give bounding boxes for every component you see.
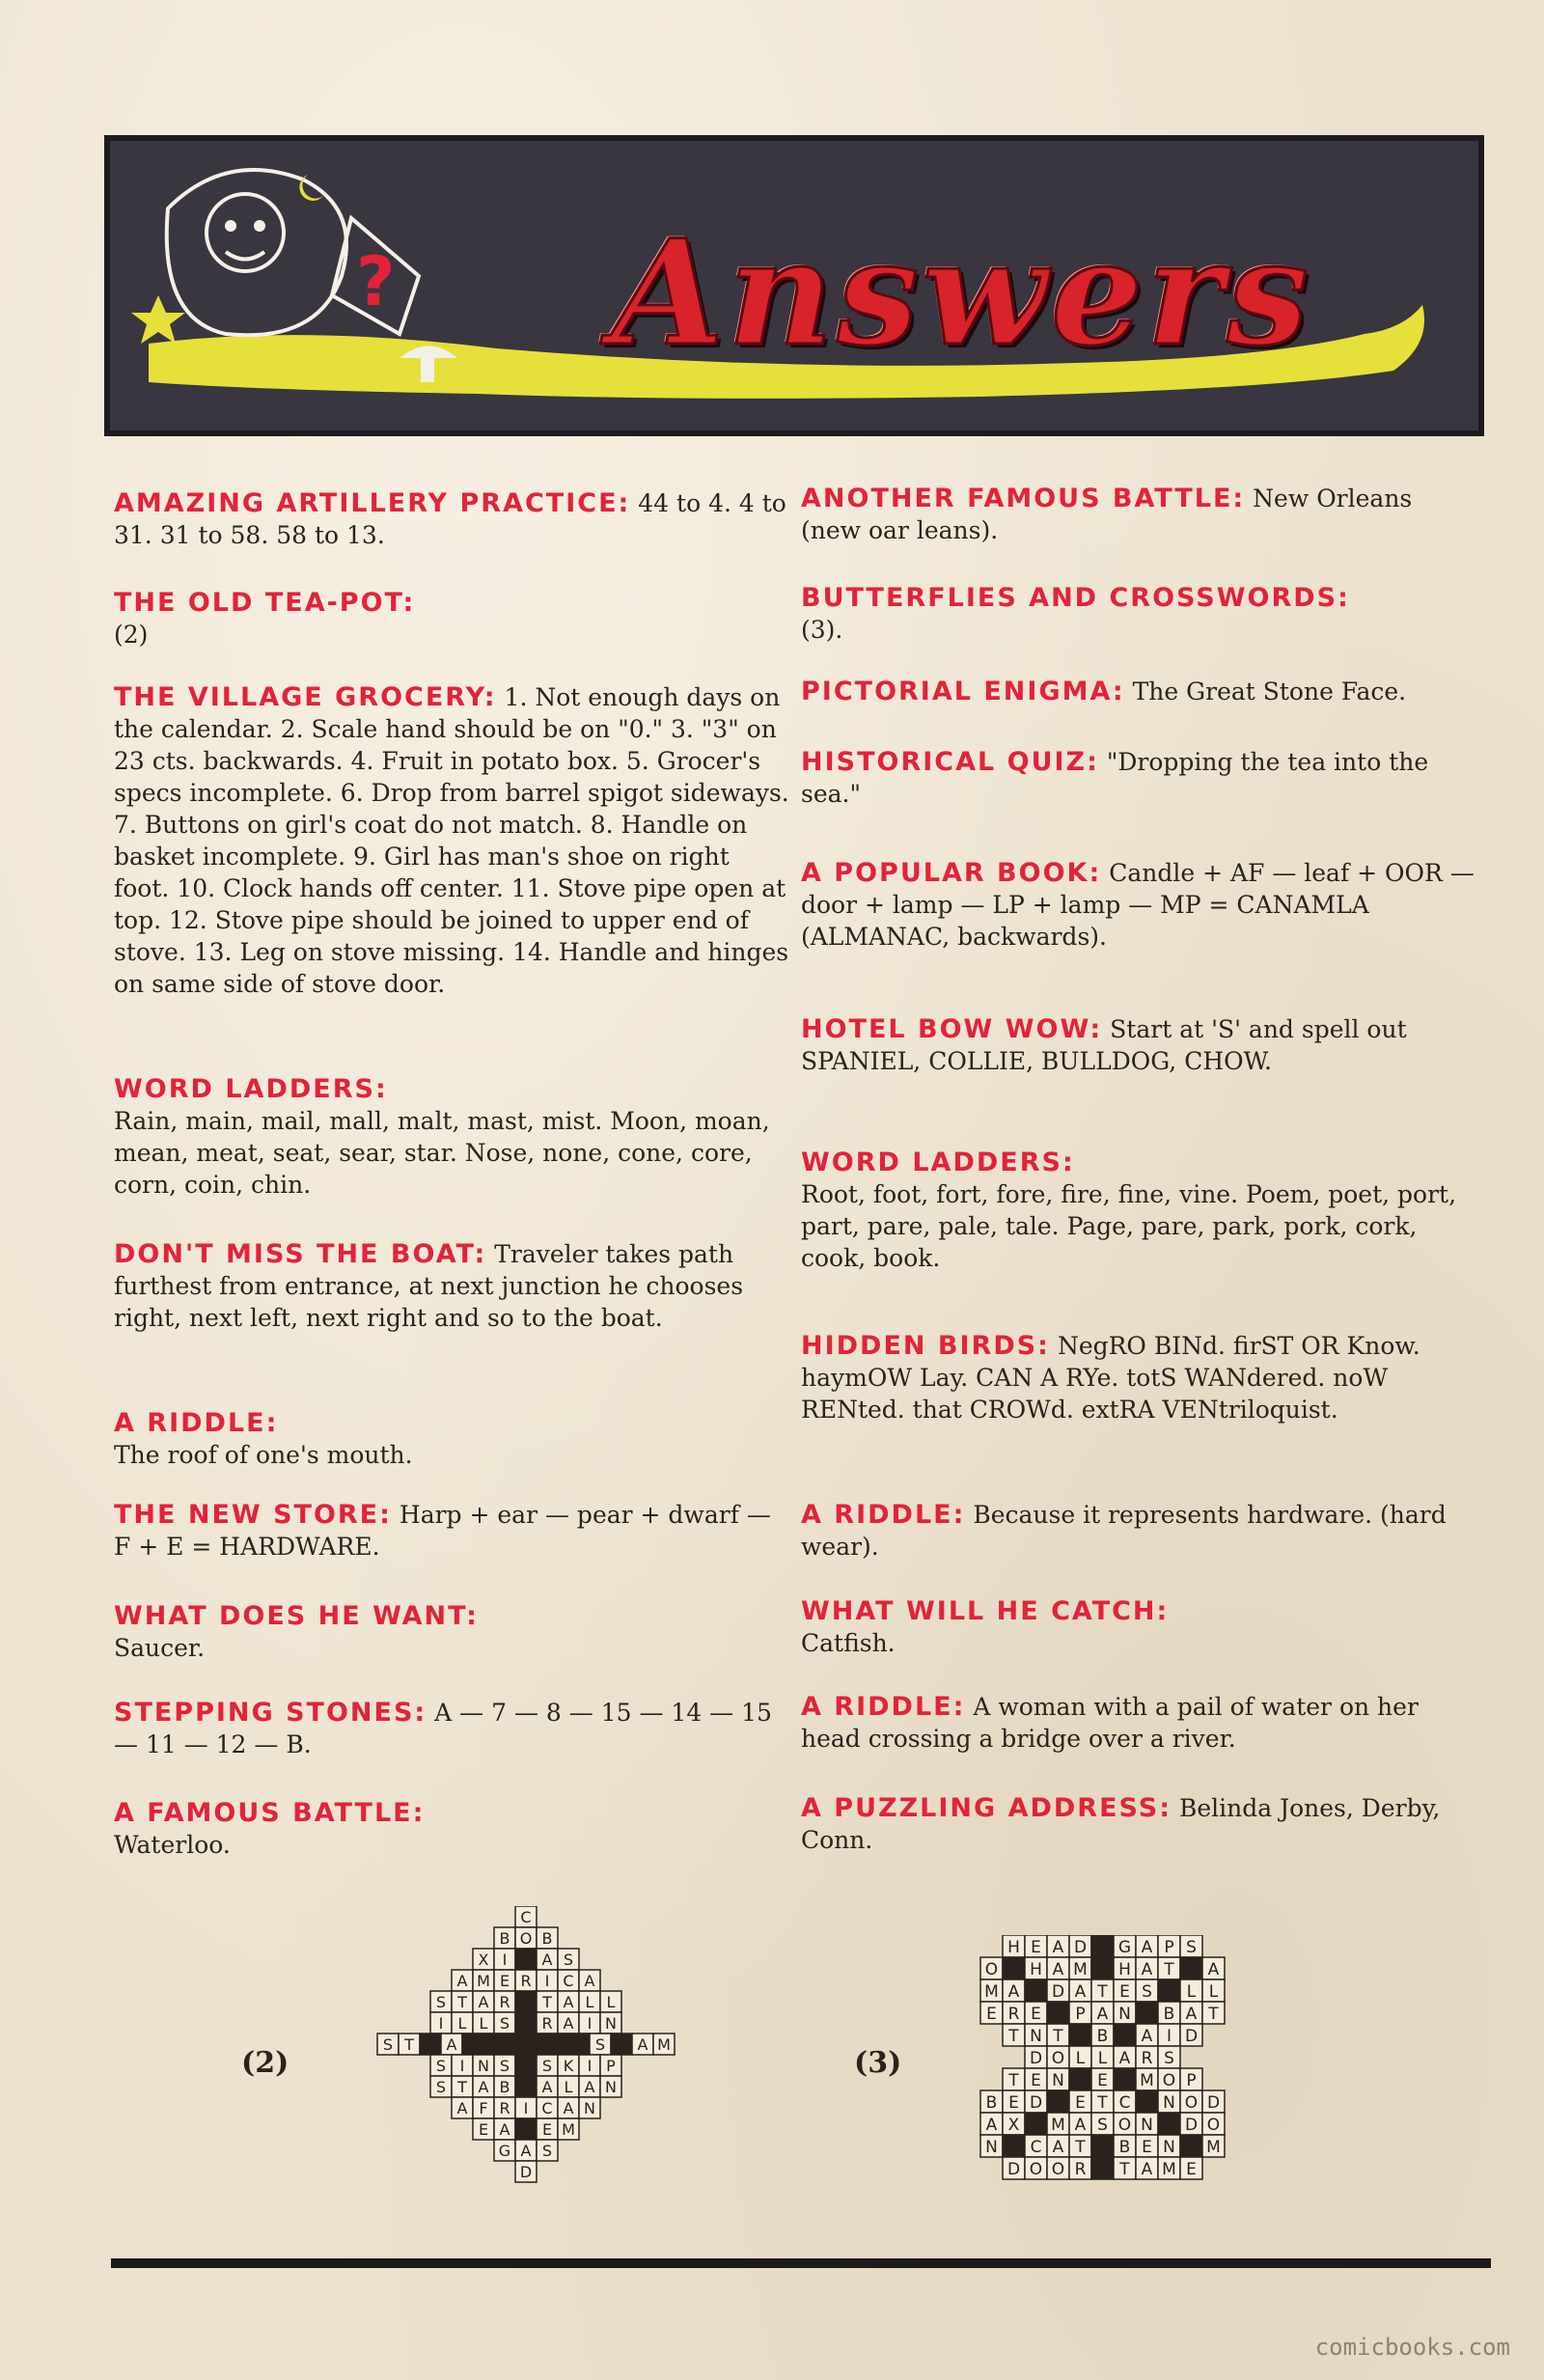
answer-text: NegRO BINd. firST OR Know. haymOW Lay. CAN A RYe. totS WANdered. noW RENted. that CROWd. extRA VENtriloquist. [801,1332,1420,1424]
cell-letter: T [1164,1959,1174,1979]
black-cell [515,2118,537,2140]
black-cell [1091,2135,1114,2157]
cell-letter: A [563,1993,574,2012]
cell-letter: F [479,2099,488,2118]
cell-letter: A [1207,1959,1220,1979]
answer-new-store [114,1499,789,1563]
cell-letter: T [1053,2026,1063,2046]
answer-heading: HISTORICAL QUIZ: [801,747,1099,777]
cell-letter: A [637,2035,648,2055]
cell-letter: M [1162,2159,1176,2179]
answer-riddle-1 [114,1407,789,1471]
black-cell [515,2012,537,2034]
black-cell [515,2076,537,2097]
cell-letter: G [498,2142,511,2161]
cell-letter: M [1051,2115,1065,2135]
cell-letter: N [605,2014,617,2034]
crossword-2-label: (2) [241,2046,290,2080]
cell-letter: O [1162,2070,1176,2090]
cell-letter: A [499,2120,510,2140]
cell-letter: X [1007,2115,1020,2135]
cell-letter: I [459,2057,465,2076]
cell-letter: M [1206,2137,1221,2157]
answer-heading: BUTTERFLIES AND CROSSWORDS: [801,583,1350,613]
cell-letter: T [1097,1981,1108,2002]
cell-letter: A [1007,1981,1020,2002]
cell-letter: R [1007,2004,1020,2024]
answer-word-ladders-2 [801,1147,1476,1274]
cell-letter: D [1029,2092,1043,2113]
cell-letter: O [984,1959,999,1979]
cell-letter: L [479,2014,488,2034]
cell-letter: P [1186,2070,1197,2090]
answer-heading: HIDDEN BIRDS: [801,1331,1050,1361]
answer-heading: WORD LADDERS: [114,1074,388,1104]
answer-text: (2) [114,621,149,649]
cell-letter: B [499,1929,510,1949]
cell-letter: A [456,1972,468,1991]
cell-letter: B [1118,2137,1131,2157]
black-cell [1047,2090,1069,2113]
cell-letter: T [1075,2137,1086,2157]
black-cell [1158,2113,1180,2135]
answer-text: Harp + ear — pear + dwarf — F + E = HARDWARE. [114,1501,771,1561]
cell-letter: E [1031,2004,1041,2024]
cell-letter: A [584,2078,595,2097]
crossword-3-label: (3) [854,2046,902,2080]
cell-letter: S [1186,1937,1197,1957]
cell-letter: I [544,1972,550,1991]
cell-letter: L [585,1993,594,2012]
black-cell [1158,1979,1180,2002]
cell-letter: N [1163,2137,1175,2157]
cell-letter: S [1164,2048,1174,2068]
answer-artillery [114,487,789,551]
cell-letter: E [499,1972,510,1991]
black-cell [515,1949,537,1970]
cell-letter: S [382,2035,394,2055]
cell-letter: S [435,2057,447,2076]
answer-text: The Great Stone Face. [1132,678,1407,706]
cell-letter: M [1140,2070,1154,2090]
cell-letter: S [1097,2115,1108,2135]
cell-letter: N [605,2078,617,2097]
black-cell [462,2034,483,2055]
answer-popular-book [801,857,1476,953]
answer-pictorial-enigma [801,676,1476,707]
cell-letter: I [1166,2026,1172,2046]
cell-letter: L [1075,2048,1086,2068]
answer-word-ladders [114,1073,789,1201]
cell-letter: E [541,2120,553,2140]
cell-letter: E [1097,2070,1108,2090]
cell-letter: S [435,1993,447,2012]
cell-letter: D [1184,2115,1199,2135]
cell-letter: A [1096,2004,1109,2024]
cell-letter: S [541,2057,553,2076]
cell-letter: I [587,2014,593,2034]
answer-heading: A PUZZLING ADDRESS: [801,1793,1172,1823]
cell-letter: S [499,2057,510,2076]
cell-letter: R [520,1972,532,1991]
cell-letter: D [1184,2026,1199,2046]
cell-letter: R [541,2014,553,2034]
black-cell [611,2034,632,2055]
svg-text:?: ? [356,242,396,321]
black-cell [1091,1935,1114,1957]
cell-letter: T [457,2078,467,2097]
answer-heading: WHAT WILL HE CATCH: [801,1596,1170,1626]
cell-letter: L [1208,1981,1219,2002]
answer-heading: PICTORIAL ENIGMA: [801,677,1125,706]
cell-letter: S [499,2014,510,2034]
cell-letter: A [563,2014,574,2034]
answer-text: Waterloo. [114,1831,231,1859]
cell-letter: A [1052,2137,1064,2157]
cell-letter: S [541,2142,553,2161]
cell-letter: M [562,2120,575,2140]
answers-banner [104,135,1484,436]
cell-letter: I [502,1951,508,1970]
cell-letter: L [457,2014,467,2034]
cell-letter: B [985,2092,998,2113]
cell-letter: C [520,1908,532,1927]
black-cell [526,2034,547,2055]
answer-heading: WORD LADDERS: [801,1148,1075,1177]
cell-letter: A [1141,1959,1153,1979]
cell-letter: C [541,2099,553,2118]
answer-text: The roof of one's mouth. [114,1441,413,1469]
cell-letter: A [1074,2115,1087,2135]
answer-text: A woman with a pail of water on her head crossing a bridge over a river. [801,1693,1419,1753]
black-cell [515,1991,537,2012]
answer-heading: THE OLD TEA-POT: [114,588,416,618]
answer-heading: HOTEL BOW WOW: [801,1014,1103,1044]
black-cell [1047,2002,1069,2024]
bottom-divider [111,2258,1491,2268]
black-cell [1180,2135,1202,2157]
answer-text: Because it represents hardware. (hard wear). [801,1501,1447,1561]
cell-letter: T [457,1993,467,2012]
answer-riddle-3 [801,1691,1476,1755]
black-cell [1091,1957,1114,1979]
black-cell [1025,2113,1047,2135]
cell-letter: O [1117,2115,1132,2135]
cell-letter: N [1141,2115,1153,2135]
cell-letter: E [1075,2092,1086,2113]
answer-heading: A FAMOUS BATTLE: [114,1798,426,1828]
cell-letter: S [594,2035,606,2055]
black-cell [505,2034,526,2055]
cell-letter: N [1052,2070,1064,2090]
answer-text: A — 7 — 8 — 15 — 14 — 15 — 11 — 12 — B. [114,1699,772,1758]
cell-letter: C [563,1972,574,1991]
cell-letter: O [519,1929,533,1949]
answer-stepping-stones [114,1697,789,1760]
cell-letter: A [1141,1937,1153,1957]
cell-letter: E [1031,1937,1041,1957]
cell-letter: A [456,2099,468,2118]
cell-letter: H [1007,1937,1020,1957]
answer-text: 44 to 4. 4 to 31. 31 to 58. 58 to 13. [114,489,786,549]
cell-letter: E [1008,2092,1019,2113]
cell-letter: A [1141,2159,1153,2179]
answer-text: Traveler takes path furthest from entrance, at next junction he chooses right, next left, next right and so to the boat. [114,1240,744,1332]
cell-letter: I [438,2014,444,2034]
crossword-3 [970,1935,1235,2181]
cell-letter: R [1141,2048,1153,2068]
cell-letter: H [1118,1959,1131,1979]
cell-letter: T [1097,2092,1108,2113]
cell-letter: S [435,2078,447,2097]
answer-dont-miss-boat [114,1238,789,1334]
answer-what-will-he-catch [801,1595,1476,1659]
cell-letter: X [478,1951,489,1970]
answer-text: (3). [801,616,843,644]
cell-letter: H [1030,1959,1042,1979]
cell-letter: E [1142,2137,1152,2157]
cell-letter: G [1117,1937,1132,1957]
answer-historical-quiz [801,746,1476,810]
cell-letter: N [1030,2026,1042,2046]
answer-village-grocery [114,681,789,1000]
answer-heading: WHAT DOES HE WANT: [114,1601,479,1631]
cell-letter: E [1119,1981,1130,2002]
cell-letter: A [1141,2026,1153,2046]
cell-letter: A [1052,1937,1064,1957]
cell-letter: R [499,1993,510,2012]
cell-letter: E [1031,2070,1041,2090]
cell-letter: K [563,2057,574,2076]
cell-letter: T [1119,2159,1130,2179]
answer-heading: ANOTHER FAMOUS BATTLE: [801,484,1246,513]
cell-letter: N [1163,2092,1175,2113]
cell-letter: N [985,2137,998,2157]
black-cell [1003,1957,1025,1979]
cell-letter: D [1006,2159,1021,2179]
answer-heading: STEPPING STONES: [114,1698,427,1728]
cell-letter: I [523,2099,529,2118]
cell-letter: D [1073,1937,1088,1957]
cell-letter: T [404,2035,414,2055]
cell-letter: L [1186,1981,1197,2002]
answer-butterflies-crosswords [801,582,1476,646]
cell-letter: A [1185,2004,1198,2024]
answer-text: Belinda Jones, Derby, Conn. [801,1794,1441,1854]
cell-letter: O [1051,2048,1065,2068]
cell-letter: C [1118,2092,1131,2113]
cell-letter: D [1206,2092,1221,2113]
cell-letter: S [563,1951,574,1970]
cell-letter: A [541,1951,553,1970]
cell-letter: D [519,2163,533,2182]
cell-letter: T [1008,2070,1019,2090]
cell-letter: D [1051,1981,1065,2002]
black-cell [515,2055,537,2076]
cell-letter: L [564,2078,573,2097]
answer-hidden-birds [801,1330,1476,1425]
watermark: comicbooks.com [1314,2334,1510,2361]
cell-letter: A [584,1972,595,1991]
black-cell [547,2034,568,2055]
cell-letter: T [1208,2004,1219,2024]
answer-text: "Dropping the tea into the sea." [801,748,1429,808]
cell-letter: P [1075,2004,1086,2024]
answer-text: Saucer. [114,1634,206,1662]
cell-letter: O [1051,2159,1065,2179]
black-cell [568,2034,590,2055]
cell-letter: O [1184,2092,1199,2113]
cell-letter: B [499,2078,510,2097]
cell-letter: M [1073,1959,1088,1979]
black-cell [1069,2024,1091,2046]
cell-letter: A [478,2078,489,2097]
black-cell [1136,2090,1158,2113]
cell-letter: B [1096,2026,1109,2046]
black-cell [1180,1957,1202,1979]
answer-another-famous-battle [801,483,1476,546]
answer-heading: A RIDDLE: [801,1500,966,1530]
answer-famous-battle [114,1797,789,1861]
answer-heading: THE VILLAGE GROCERY: [114,682,497,712]
cell-letter: N [584,2099,595,2118]
black-cell [483,2034,505,2055]
answer-text: Rain, main, mail, mall, malt, mast, mist. Moon, moan, mean, meat, seat, sear, star. Nose, none, cone, core, corn, coin, chin. [114,1107,770,1199]
answer-heading: AMAZING ARTILLERY PRACTICE: [114,488,631,518]
answer-text: Catfish. [801,1629,896,1657]
answer-text: New Orleans (new oar leans). [801,484,1413,544]
cell-letter: B [1163,2004,1175,2024]
answer-text: Candle + AF — leaf + OOR — door + lamp — LP + lamp — MP = CANAMLA (ALMANAC, backwards). [801,859,1475,951]
cell-letter: M [477,1972,490,1991]
answer-text: Root, foot, fort, fore, fire, fine, vine. Poem, poet, port, part, pare, pale, tale. Page, pare, park, pork, cork, cook, book. [801,1180,1457,1272]
answer-heading: A RIDDLE: [801,1692,966,1722]
cell-letter: A [1052,1959,1064,1979]
answer-puzzling-address [801,1792,1476,1856]
answer-hotel-bow-wow [801,1013,1476,1077]
page-title: Answers [612,208,1312,378]
black-cell [1025,1979,1047,2002]
black-cell [1069,2068,1091,2090]
cell-letter: I [587,2057,593,2076]
cell-letter: A [541,2078,553,2097]
cell-letter: A [563,2099,574,2118]
cell-letter: E [478,2120,489,2140]
cell-letter: O [1029,2159,1043,2179]
cell-letter: O [1206,2115,1221,2135]
answer-tea-pot [114,587,789,650]
cell-letter: E [986,2004,997,2024]
cell-letter: N [478,2057,489,2076]
black-cell [1114,2024,1136,2046]
cell-letter: R [499,2099,510,2118]
cell-letter: E [1186,2159,1197,2179]
cell-letter: A [446,2035,457,2055]
answer-heading: A POPULAR BOOK: [801,858,1102,888]
cell-letter: S [1142,1981,1152,2002]
cell-letter: P [606,2057,616,2076]
answer-riddle-2 [801,1499,1476,1563]
answer-heading: THE NEW STORE: [114,1500,392,1530]
black-cell [1114,2068,1136,2090]
black-cell [1136,2002,1158,2024]
cell-letter: B [541,1929,553,1949]
cell-letter: R [1074,2159,1087,2179]
cell-letter: A [478,1993,489,2012]
cell-letter: A [985,2115,998,2135]
cell-letter: D [1029,2048,1043,2068]
cell-letter: C [1030,2137,1042,2157]
black-cell [1091,2157,1114,2179]
answer-what-does-he-want [114,1600,789,1664]
answer-text: 1. Not enough days on the calendar. 2. Scale hand should be on "0." 3. "3" on 23 cts. backwards. 4. Fruit in potato box. 5. Grocer's specs incomplete. 6. Drop from barrel spigot sideways. 7. Buttons on girl's coat do not match. 8. Handle on basket incomplete. 9. Girl has man's shoe on right foot. 10. Clock hands off center. 11. Stove pipe open at top. 12. Stove pipe should be joined to upper end of stove. 13. Leg on stove missing. 14. Handle and hinges on same side of stove door. [114,683,789,998]
cell-letter: M [984,1981,999,2002]
cell-letter: T [542,1993,552,2012]
black-cell [420,2034,441,2055]
cell-letter: A [1118,2048,1131,2068]
cell-letter: A [1074,1981,1087,2002]
cell-letter: M [657,2035,671,2055]
cell-letter: L [606,1993,616,2012]
answer-text: Start at 'S' and spell out SPANIEL, COLLIE, BULLDOG, CHOW. [801,1015,1407,1075]
black-cell [1003,2135,1025,2157]
cell-letter: L [1097,2048,1108,2068]
cell-letter: N [1118,2004,1131,2024]
cell-letter: T [1008,2026,1019,2046]
answer-heading: DON'T MISS THE BOAT: [114,1239,487,1269]
cell-letter: P [1164,1937,1174,1957]
answer-heading: A RIDDLE: [114,1408,279,1438]
crossword-2 [367,1906,685,2205]
cell-letter: A [520,2142,532,2161]
